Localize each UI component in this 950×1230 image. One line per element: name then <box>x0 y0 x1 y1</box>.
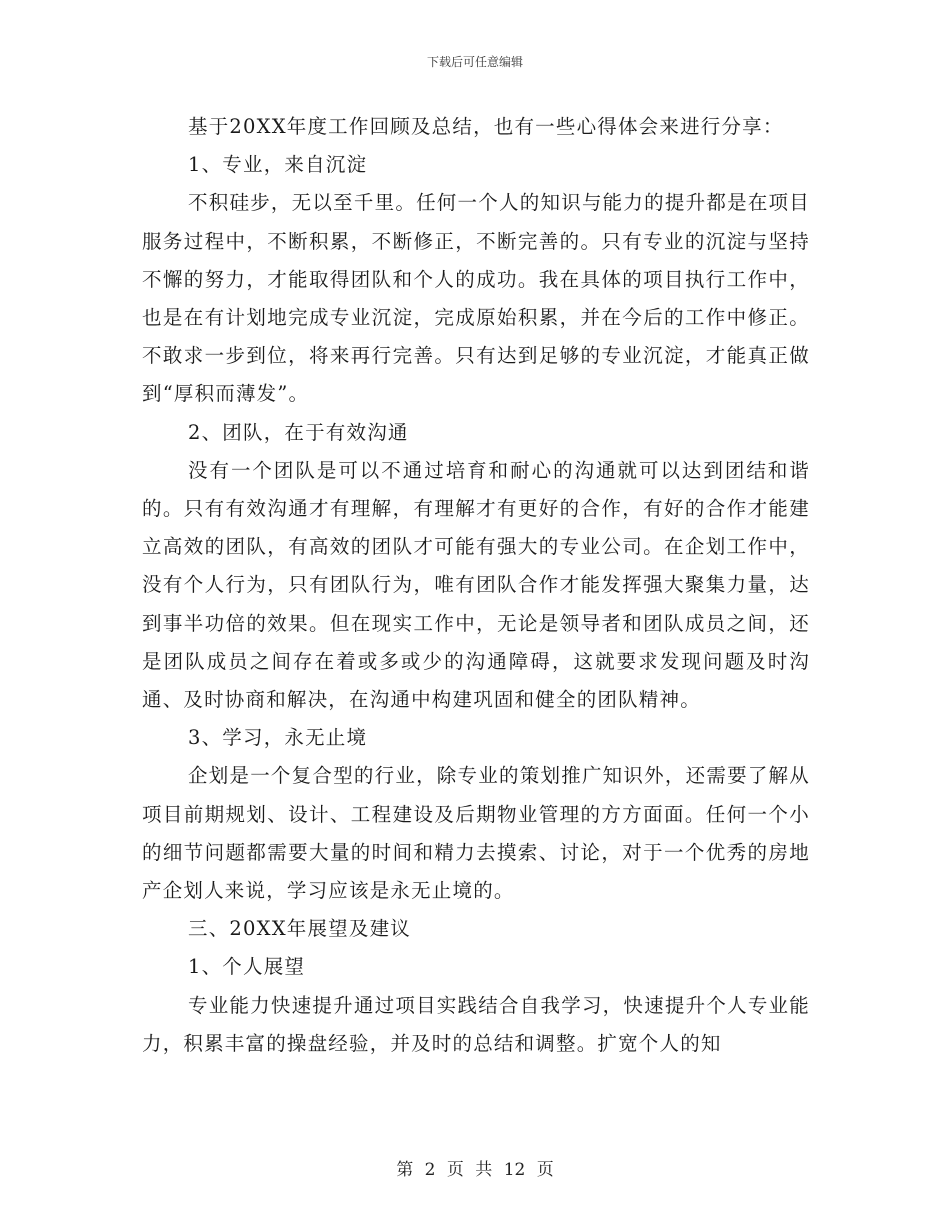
section-heading-outlook: 三、20XX年展望及建议 <box>188 917 411 941</box>
paragraph-personal-outlook: 专业能力快速提升通过项目实践结合自我学习，快速提升个人专业能力，积累丰富的操盘经验，并及时的总结和调整。扩宽个人的知 <box>142 993 810 1055</box>
heading-professional: 1、专业，来自沉淀 <box>188 153 368 177</box>
intro-paragraph: 基于20XX年度工作回顾及总结，也有一些心得体会来进行分享： <box>188 115 784 138</box>
document-body <box>142 108 810 1063</box>
heading-learning: 3、学习，永无止境 <box>188 726 368 750</box>
paragraph-professional: 不积硅步，无以至千里。任何一个人的知识与能力的提升都是在项目服务过程中，不断积累，不断修正，不断完善的。只有专业的沉淀与坚持不懈的努力，才能取得团队和个人的成功。我在具体的项目执行工作中，也是在有计划地完成专业沉淀，完成原始积累，并在今后的工作中修正。不敢求一步到位，将来再行完善。只有达到足够的专业沉淀，才能真正做到“厚积而薄发”。 <box>142 191 810 406</box>
paragraph-team: 没有一个团队是可以不通过培育和耐心的沟通就可以达到团结和谐的。只有有效沟通才有理解，有理解才有更好的合作，有好的合作才能建立高效的团队，有高效的团队才可能有强大的专业公司。在企划工作中，没有个人行为，只有团队行为，唯有团队合作才能发挥强大聚集力量，达到事半功倍的效果。但在现实工作中，无论是领导者和团队成员之间，还是团队成员之间存在着或多或少的沟通障碍，这就要求发现问题及时沟通、及时协商和解决，在沟通中构建巩固和健全的团队精神。 <box>142 458 810 712</box>
download-note: 下载后可任意编辑 <box>426 55 523 69</box>
paragraph-learning: 企划是一个复合型的行业，除专业的策划推广知识外，还需要了解从项目前期规划、设计、工程建设及后期物业管理的方方面面。任何一个小的细节问题都需要大量的时间和精力去摸索、讨论，对于一个优秀的房地产企划人来说，学习应该是永无止境的。 <box>142 764 810 903</box>
heading-personal-outlook: 1、个人展望 <box>188 955 306 979</box>
heading-team: 2、团队，在于有效沟通 <box>188 420 409 444</box>
page-number: 第 2 页 共 12 页 <box>396 1160 554 1180</box>
